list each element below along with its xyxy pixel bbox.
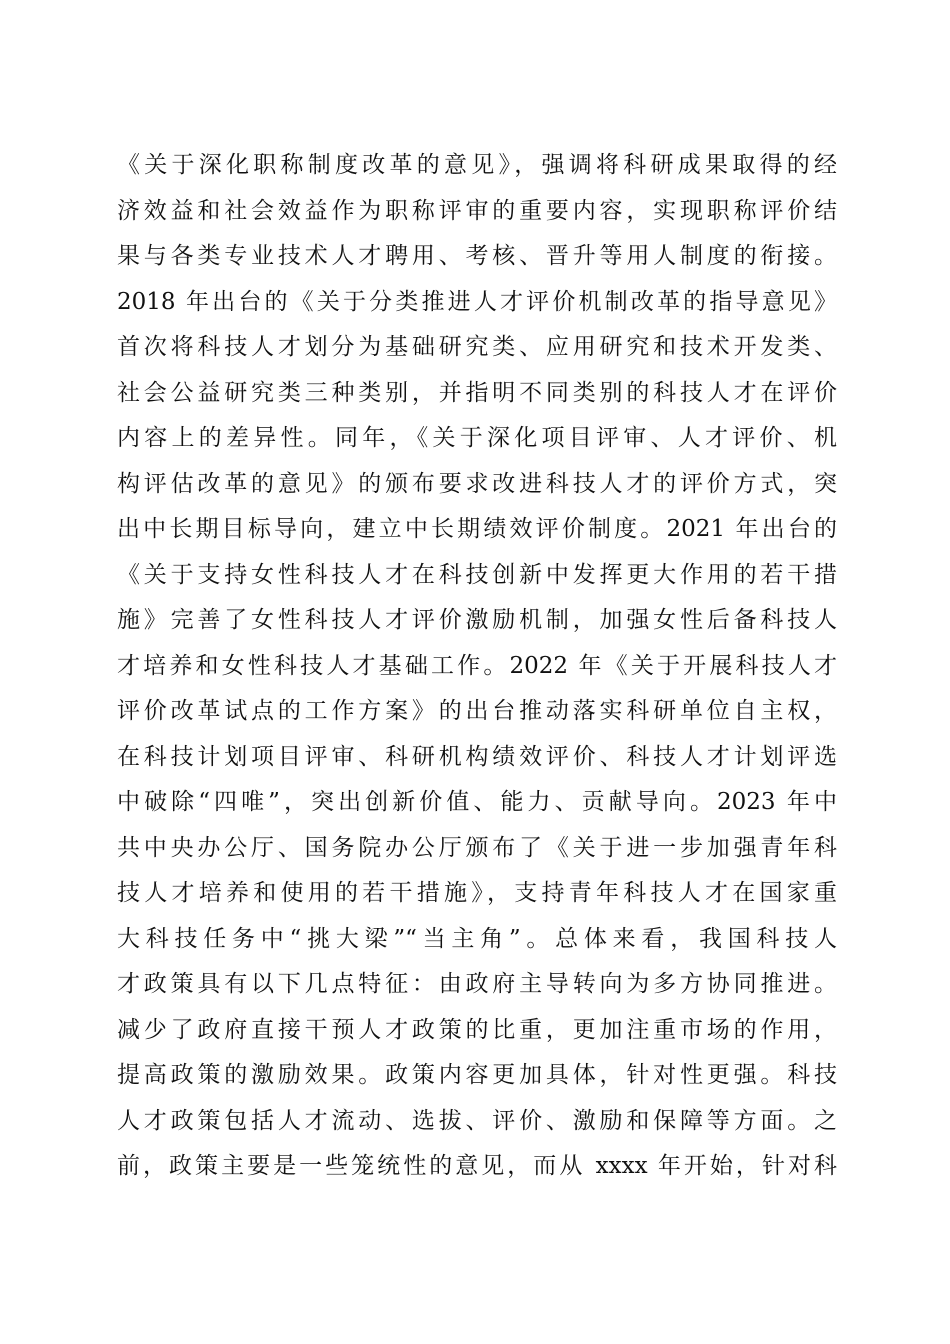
text-line: 内容上的差异性。同年，《关于深化项目评审、人才评价、机 (117, 425, 837, 451)
text-line: 提高政策的激励效果。政策内容更加具体，针对性更强。科技 (117, 1062, 837, 1088)
text-line: 果与各类专业技术人才聘用、考核、晋升等用人制度的衔接。 (117, 243, 837, 269)
text-line: 首次将科技人才划分为基础研究类、应用研究和技术开发类、 (117, 334, 837, 360)
text-line: 《关于深化职称制度改革的意见》，强调将科研成果取得的经 (117, 152, 837, 178)
text-line: 共中央办公厅、国务院办公厅颁布了《关于进一步加强青年科 (117, 834, 837, 861)
text-line: 人才政策包括人才流动、选拔、评价、激励和保障等方面。之 (117, 1107, 837, 1134)
text-line: 才政策具有以下几点特征：由政府主导转向为多方协同推进。 (117, 971, 837, 997)
body-paragraph (117, 143, 837, 1190)
text-line: 在科技计划项目评审、科研机构绩效评价、科技人才计划评选 (117, 743, 837, 770)
text-line: 出中长期目标导向，建立中长期绩效评价制度。2021 年出台的 (117, 516, 837, 542)
text-line: 减少了政府直接干预人才政策的比重，更加注重市场的作用， (117, 1016, 837, 1043)
text-line: 施》完善了女性科技人才评价激励机制，加强女性后备科技人 (117, 607, 837, 633)
text-line: 才培养和女性科技人才基础工作。2022 年《关于开展科技人才 (117, 652, 837, 679)
text-line: 《关于支持女性科技人才在科技创新中发挥更大作用的若干措 (117, 561, 837, 588)
text-line: 济效益和社会效益作为职称评审的重要内容，实现职称评价结 (117, 197, 837, 224)
text-line: 2018 年出台的《关于分类推进人才评价机制改革的指导意见》 (117, 288, 837, 315)
text-line: 技人才培养和使用的若干措施》，支持青年科技人才在国家重 (117, 880, 837, 906)
text-line: 构评估改革的意见》的颁布要求改进科技人才的评价方式，突 (117, 470, 837, 497)
text-line: 前，政策主要是一些笼统性的意见，而从 xxxx 年开始，针对科 (117, 1153, 837, 1179)
text-line: 大科技任务中“挑大梁”“当主角”。总体来看，我国科技人 (117, 925, 837, 952)
text-line: 社会公益研究类三种类别，并指明不同类别的科技人才在评价 (117, 379, 837, 406)
text-line: 中破除“四唯”，突出创新价值、能力、贡献导向。2023 年中 (117, 789, 837, 815)
text-line: 评价改革试点的工作方案》的出台推动落实科研单位自主权， (117, 698, 837, 724)
